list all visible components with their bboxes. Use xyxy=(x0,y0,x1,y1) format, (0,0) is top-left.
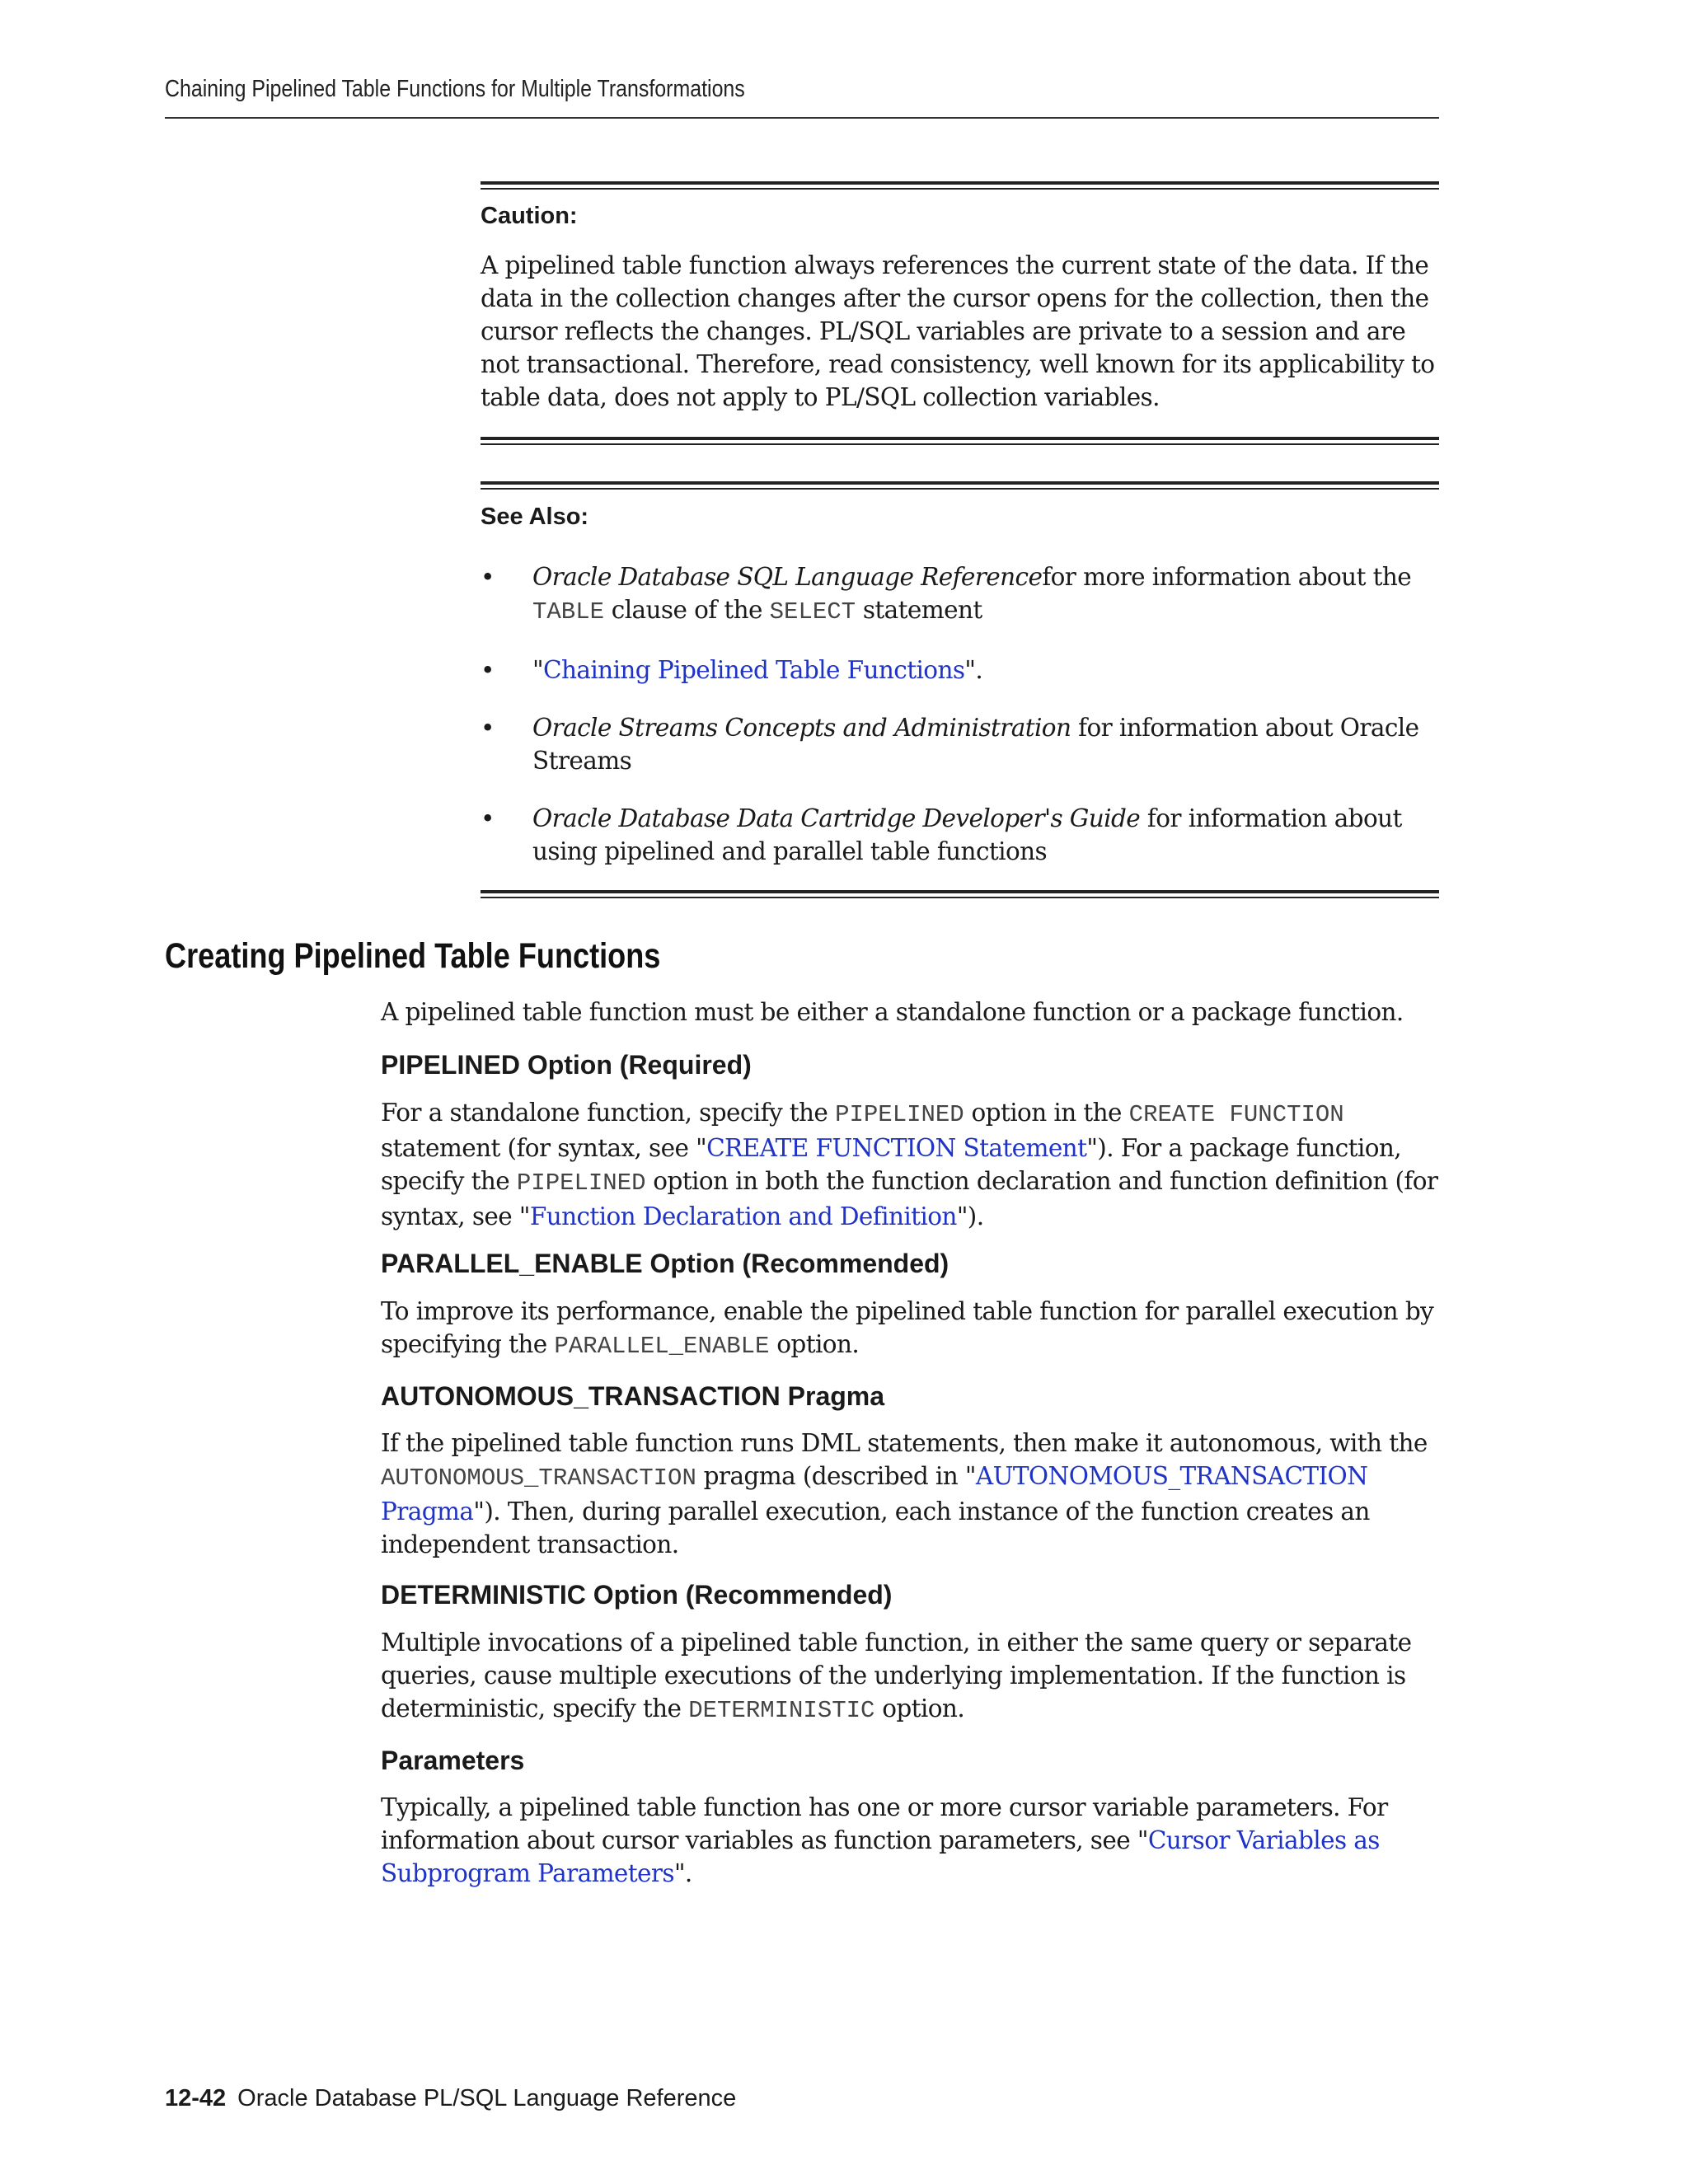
function-declaration-link[interactable]: Function Declaration and Definition xyxy=(529,1202,957,1230)
see-also-bottom-rule xyxy=(481,890,1439,898)
header-rule xyxy=(165,117,1439,119)
code-keyword: PIPELINED xyxy=(516,1169,646,1197)
text: "). xyxy=(956,1202,984,1230)
caution-title: Caution: xyxy=(481,203,578,229)
bullet-icon: • xyxy=(481,563,495,591)
code-keyword: SELECT xyxy=(769,598,856,626)
page-footer xyxy=(165,2085,736,2112)
list-item xyxy=(481,711,1441,777)
see-also-list xyxy=(481,560,1441,893)
autonomous-paragraph xyxy=(381,1427,1444,1561)
book-title: Oracle Database SQL Language Reference xyxy=(532,563,1043,591)
item-text: for information about Oracle Streams xyxy=(532,714,1419,775)
book-title: Oracle Database PL/SQL Language Reference xyxy=(237,2085,737,2111)
text: Multiple invocations of a pipelined table function, in either the same query or separate queries, cause multiple executions of the underlying implementation. If the function is deterministic, specify the xyxy=(381,1629,1412,1722)
text: ". xyxy=(673,1859,692,1887)
text: Typically, a pipelined table function has one or more cursor variable parameters. For information about cursor variables as function parameters, see " xyxy=(381,1793,1388,1854)
intro-paragraph: A pipelined table function must be either a standalone function or a package function. xyxy=(381,998,1404,1026)
parallel-enable-heading: PARALLEL_ENABLE Option (Recommended) xyxy=(381,1249,950,1278)
caution-bottom-rule xyxy=(481,437,1439,445)
text: pragma (described in " xyxy=(696,1462,976,1490)
item-text: for information about using pipelined and parallel table functions xyxy=(532,804,1402,865)
text: "). Then, during parallel execution, each instance of the function creates an independent transaction. xyxy=(381,1497,1370,1558)
bullet-icon: • xyxy=(481,804,495,832)
code-keyword: PIPELINED xyxy=(835,1101,964,1128)
list-item xyxy=(481,802,1441,868)
cursor-variables-link[interactable]: Cursor Variables as Subprogram Parameters xyxy=(381,1826,1380,1887)
parameters-heading: Parameters xyxy=(381,1746,525,1775)
bullet-icon: • xyxy=(481,656,495,684)
caution-body: A pipelined table function always references the current state of the data. If the data in the collection changes after the cursor opens for the collection, then the cursor reflects the changes. PL/SQL variables are private to a session and are not transactional. Therefore, read consistency, well known for its applicability to table data, does not apply to PL/SQL collection variables. xyxy=(481,251,1435,411)
text: option in the xyxy=(964,1099,1129,1127)
text: If the pipelined table function runs DML statements, then make it autonomous, with the xyxy=(381,1429,1428,1457)
page-number: 12-42 xyxy=(165,2085,227,2111)
text: To improve its performance, enable the pipelined table function for parallel execution by specifying the xyxy=(381,1297,1434,1358)
create-function-statement-link[interactable]: CREATE FUNCTION Statement xyxy=(706,1134,1087,1162)
parallel-enable-paragraph xyxy=(381,1295,1444,1363)
parameters-paragraph xyxy=(381,1791,1444,1890)
deterministic-paragraph xyxy=(381,1626,1444,1727)
code-keyword: TABLE xyxy=(532,598,605,626)
text: option. xyxy=(769,1330,860,1358)
text: option. xyxy=(874,1694,965,1722)
deterministic-heading: DETERMINISTIC Option (Recommended) xyxy=(381,1580,893,1610)
text: statement (for syntax, see " xyxy=(381,1134,707,1162)
pipelined-paragraph xyxy=(381,1096,1444,1233)
list-item xyxy=(481,654,1441,687)
item-text: for more information about the xyxy=(1042,563,1412,591)
code-keyword: CREATE FUNCTION xyxy=(1128,1101,1344,1128)
see-also-top-rule xyxy=(481,481,1439,490)
autonomous-transaction-link[interactable]: AUTONOMOUS_TRANSACTION Pragma xyxy=(381,1462,1368,1526)
running-header: Chaining Pipelined Table Functions for Multiple Transformations xyxy=(165,76,745,102)
pipelined-heading: PIPELINED Option (Required) xyxy=(381,1050,752,1080)
caution-top-rule xyxy=(481,181,1439,190)
item-text: statement xyxy=(856,596,982,624)
text: For a standalone function, specify the xyxy=(381,1099,836,1127)
chaining-pipelined-link[interactable]: Chaining Pipelined Table Functions xyxy=(542,656,965,684)
autonomous-heading: AUTONOMOUS_TRANSACTION Pragma xyxy=(381,1381,885,1411)
book-title: Oracle Streams Concepts and Administration xyxy=(532,714,1071,742)
see-also-title: See Also: xyxy=(481,504,589,530)
text: option in both the function declaration and function definition (for syntax, see " xyxy=(381,1167,1438,1230)
bullet-icon: • xyxy=(481,714,495,742)
code-keyword: AUTONOMOUS_TRANSACTION xyxy=(381,1465,696,1492)
list-item xyxy=(481,560,1441,629)
item-text: " xyxy=(532,656,543,684)
code-keyword: DETERMINISTIC xyxy=(688,1697,875,1724)
code-keyword: PARALLEL_ENABLE xyxy=(554,1333,770,1360)
text: "). For a package function, specify the xyxy=(381,1134,1402,1195)
section-heading: Creating Pipelined Table Functions xyxy=(165,936,661,976)
book-title: Oracle Database Data Cartridge Developer's Guide xyxy=(532,804,1141,832)
item-text: ". xyxy=(964,656,983,684)
item-text: clause of the xyxy=(604,596,770,624)
